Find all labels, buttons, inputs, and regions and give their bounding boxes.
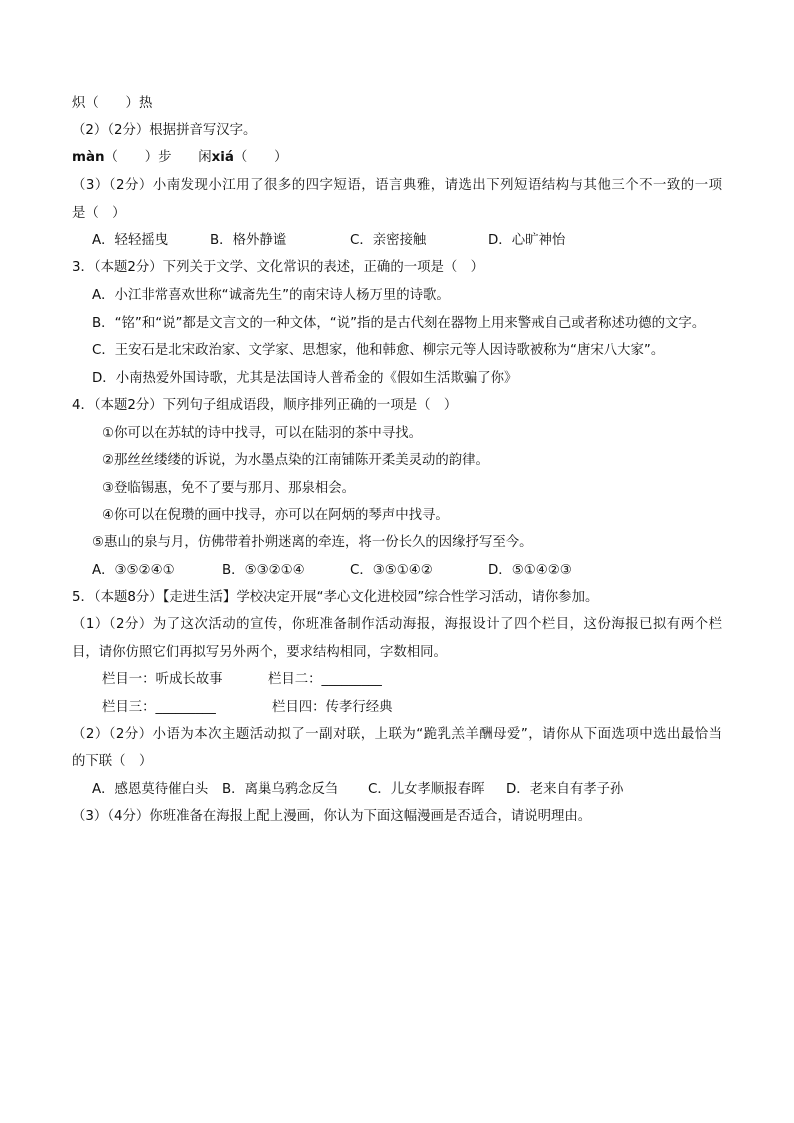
q2-3-question: （3）（2分）小南发现小江用了很多的四字短语，语言典雅，请选出下列短语结构与其他三个不一致的一项: [72, 178, 722, 193]
q2-instruction: （2）（2分）根据拼音写汉字。: [72, 123, 257, 138]
pinyin-xia: xiá: [211, 150, 234, 165]
q3-option-a: A．小江非常喜欢世称“诚斋先生”的南宋诗人杨万里的诗歌。: [92, 288, 450, 303]
option-d: D．心旷神怡: [488, 233, 566, 248]
q3-option-d: D．小南热爱外国诗歌，尤其是法国诗人普希金的《假如生活欺骗了你》: [92, 371, 518, 386]
option-b: B．离巢乌鸦念反刍: [222, 782, 339, 797]
q4-sentence-2: ②那丝丝缕缕的诉说，为水墨点染的江南铺陈开柔美灵动的韵律。: [102, 453, 489, 468]
column-three: 栏目三：_________: [102, 700, 216, 715]
q5-1-columns-row2: [102, 698, 393, 718]
q5-2-question-end: 的下联（ ）: [72, 754, 153, 769]
q4-title: 4．（本题2分）下列句子组成语段，顺序排列正确的一项是（ ）: [72, 398, 458, 413]
pinyin-man: màn: [72, 150, 105, 165]
q4-sentence-1: ①你可以在苏轼的诗中找寻，可以在陆羽的茶中寻找。: [102, 426, 422, 441]
q5-1-question: （1）（2分）为了这次活动的宣传，你班准备制作活动海报，海报设计了四个栏目，这份海报已拟有两个栏: [72, 617, 722, 632]
q5-title: 5．（本题8分）【走进生活】学校决定开展“孝心文化进校园”综合性学习活动，请你参加。: [72, 590, 599, 605]
q3-title: 3．（本题2分）下列关于文学、文化常识的表述，正确的一项是（ ）: [72, 260, 485, 275]
pinyin-xia-blank: （ ）: [233, 150, 288, 165]
option-a: A．轻轻摇曳: [92, 233, 169, 248]
column-four: 栏目四：传孝行经典: [272, 700, 393, 715]
q5-1-question-end: 目，请你仿照它们再拟写另外两个，要求结构相同，字数相同。: [72, 645, 447, 660]
option-d: D．老来自有孝子孙: [506, 782, 624, 797]
option-c: C．③⑤①④②: [350, 563, 433, 578]
option-a: A．③⑤②④①: [92, 563, 175, 578]
option-d: D．⑤①④②③: [488, 563, 572, 578]
q3-option-c: C．王安石是北宋政治家、文学家、思想家，他和韩愈、柳宗元等人因诗歌被称为“唐宋八大家”。: [92, 343, 665, 358]
q2-pinyin-line: [72, 148, 287, 168]
q3-option-b: B．“铭”和“说”都是文言文的一种文体，“说”指的是古代刻在器物上用来警戒自己或者称述功德的文字。: [92, 316, 706, 331]
option-a: A．感恩莫待催白头: [92, 782, 209, 797]
q2-3-options: [92, 231, 565, 251]
q5-2-question: （2）（2分）小语为本次主题活动拟了一副对联，上联为“跪乳羔羊酬母爱”，请你从下面选项中选出最恰当: [72, 727, 722, 742]
q4-sentence-3: ③登临锡惠，免不了要与那月、那泉相会。: [102, 481, 356, 496]
pinyin-man-blank: （ ）步 闲: [104, 150, 212, 165]
column-two: 栏目二：_________: [268, 672, 382, 687]
q5-3-question: （3）（4分）你班准备在海报上配上漫画，你认为下面这幅漫画是否适合，请说明理由。: [72, 809, 592, 824]
q4-options: [92, 561, 572, 581]
column-one: 栏目一：听成长故事: [102, 672, 223, 687]
q1-blank-zhi-re: 炽（ ）热: [72, 96, 153, 111]
option-b: B．格外静谧: [210, 233, 287, 248]
q4-sentence-4: ④你可以在倪瓒的画中找寻，亦可以在阿炳的琴声中找寻。: [102, 508, 449, 523]
q2-3-question-end: 是（ ）: [72, 206, 126, 221]
q4-sentence-5: ⑤惠山的泉与月，仿佛带着扑朔迷离的牵连，将一份长久的因缘抒写至今。: [92, 535, 533, 550]
option-c: C．亲密接触: [350, 233, 427, 248]
q5-1-columns-row1: [102, 670, 382, 690]
option-b: B．⑤③②①④: [222, 563, 305, 578]
option-c: C．儿女孝顺报春晖: [368, 782, 485, 797]
q5-2-options: [92, 780, 623, 800]
